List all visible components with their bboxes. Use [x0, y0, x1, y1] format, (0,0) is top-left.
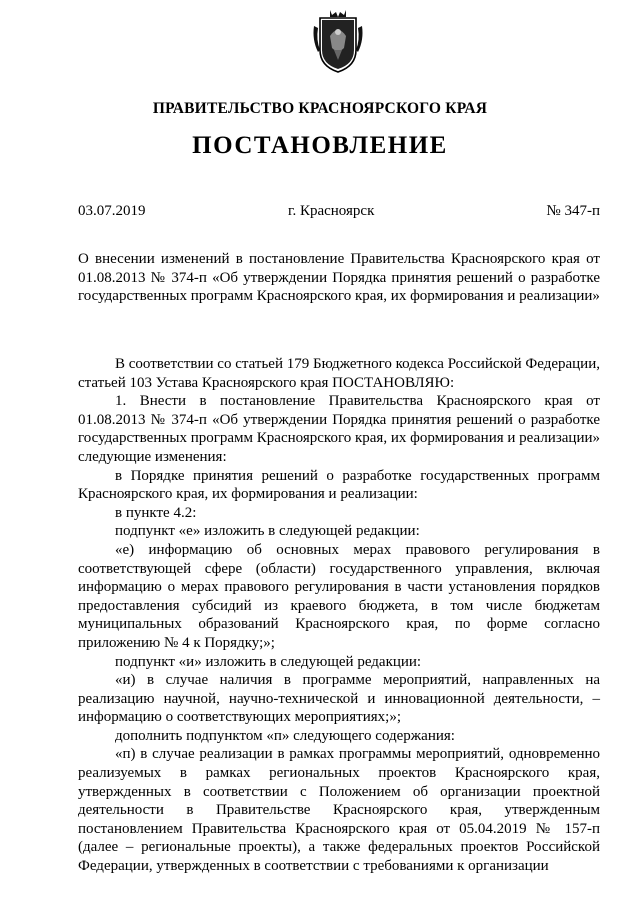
- document-body: [78, 355, 600, 876]
- paragraph: «и) в случае наличия в программе мероприятий, направленных на реализацию научной, научно-технической и инновационной деятельности, – информацию о соответствующих мероприятиях;»;: [78, 672, 600, 726]
- coat-of-arms-emblem: [310, 6, 366, 74]
- paragraph: «е) информацию об основных мерах правового регулирования в соответствующей сфере (области) государственного управления, включая информацию о мерах правового регулирования в части установления порядков предоставления субсидий из краевого бюджета, в том числе бюджетам муниципальных образований Красноярского края, по форме согласно приложению № 4 к Порядку;»;: [78, 541, 600, 651]
- paragraph: «п) в случае реализации в рамках программы мероприятий, одновременно реализуемых в рамках региональных проектов Красноярского края, утвержденных в соответствии с Положением об организации проектной деятельности в Правительстве Красноярского края, утвержденным постановлением Правительства Красноярского края от 05.04.2019 № 157-п (далее – региональные проекты), а также федеральных проектов Российской Федерации, утвержденных в соответствии с требованиями к организации: [78, 746, 600, 875]
- document-type-title: ПОСТАНОВЛЕНИЕ: [192, 132, 448, 159]
- paragraph: 1. Внести в постановление Правительства Красноярского края от 01.08.2013 № 374-п «Об утверждении Порядка принятия решений о разработке государственных программ Красноярского края, их формирования и реализации» следующие изменения:: [78, 393, 600, 465]
- document-number: № 347-п: [546, 203, 600, 219]
- paragraph: дополнить подпунктом «п» следующего содержания:: [115, 727, 455, 744]
- paragraph: подпункт «и» изложить в следующей редакции:: [115, 653, 422, 670]
- paragraph: подпункт «е» изложить в следующей редакции:: [115, 523, 420, 540]
- paragraph: В соответствии со статьей 179 Бюджетного кодекса Российской Федерации, статьей 103 Устава Красноярского края ПОСТАНОВЛЯЮ:: [78, 356, 600, 391]
- document-city: г. Красноярск: [288, 203, 375, 219]
- document-date: 03.07.2019: [78, 203, 146, 219]
- government-heading: ПРАВИТЕЛЬСТВО КРАСНОЯРСКОГО КРАЯ: [152, 100, 488, 117]
- document-subject: О внесении изменений в постановление Правительства Красноярского края от 01.08.2013 № 374-п «Об утверждении Порядка принятия решений о разработке государственных программ Красноярского края, их формирования и реализации»: [78, 251, 600, 305]
- paragraph: в Порядке принятия решений о разработке государственных программ Красноярского края, их формирования и реализации:: [78, 467, 600, 503]
- paragraph: в пункте 4.2:: [115, 504, 197, 521]
